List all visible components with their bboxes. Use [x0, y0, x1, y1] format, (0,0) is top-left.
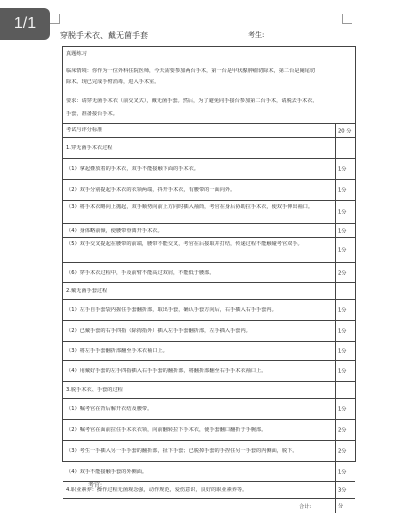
row-score-cell [335, 300, 355, 320]
row-score: 1分 [338, 307, 347, 314]
row-criterion: （2）嘱考官在面前拉住手术衣衣领，向前翻转拉下手术衣，使手套翻口翻折于手腕部。 [66, 427, 267, 433]
row-score: 1分 [338, 368, 347, 375]
table-row [63, 482, 355, 499]
crop-mark-right [342, 14, 352, 24]
table-row [63, 180, 355, 201]
row-score-cell [335, 361, 355, 381]
scenario-block [63, 47, 355, 124]
total-label: 合计: [299, 504, 312, 510]
table-row [63, 441, 355, 462]
table-row [63, 201, 355, 224]
table-row [63, 159, 355, 180]
row-score-cell [335, 399, 355, 419]
row-score-cell [335, 283, 355, 299]
row-score-cell [335, 159, 355, 179]
row-score: 2分 [338, 270, 347, 276]
row-criterion: （1）嘱考官在背后解开衣结及腰带。 [66, 406, 153, 412]
row-score: 分 [338, 503, 344, 510]
row-score-cell [335, 499, 355, 513]
row-score-cell [335, 224, 355, 237]
row-criterion: （4）用戴好手套的左手四指插入右手手套的翻折部，将翻折部翻至右手手术衣袖口上。 [66, 368, 267, 374]
table-row [63, 138, 355, 159]
table-row [63, 361, 355, 382]
table-row [63, 321, 355, 342]
row-score: 1分 [338, 469, 347, 475]
table-row [63, 382, 355, 399]
row-score: 1分 [338, 406, 347, 413]
row-score-cell [335, 180, 355, 200]
row-score: 2分 [338, 427, 347, 434]
table-row [63, 283, 355, 300]
scenario-line: 手套，准备接台手术。 [66, 111, 118, 117]
table-row [63, 462, 355, 482]
row-criterion: （3）考生一手插入另一手手套的翻折部，扯下手套；已脱掉手套的手捏住另一手套的内侧面，脱下。 [66, 448, 298, 454]
scenario-line: 临床情境：你作为一位外科住院医师，今天需要参加两台手术，第一台是甲状腺肿瘤切除术，第二台是阑尾切 [66, 68, 316, 74]
scenario-line: 除术。现已完成手臂消毒，进入手术室。 [66, 79, 160, 85]
row-score: 1分 [338, 228, 347, 234]
crop-mark-left [50, 14, 60, 24]
row-score-cell [335, 482, 355, 498]
scoring-table [63, 124, 355, 510]
row-criterion: （5）双手交叉提起在腰带的前端，腰带不能交叉，考官在后接取并打结，传递过程不能触碰考官双手。 [66, 241, 303, 247]
row-score-cell [335, 263, 355, 282]
row-criterion: （2）双手分别提起手术衣的衣领两端，抖开手术衣，有腰带的一面向外。 [66, 187, 236, 193]
row-score-cell [335, 462, 355, 481]
row-criterion: （6）穿手术衣过程中，手及前臂不能高过双肩，不能低于腰部。 [66, 270, 215, 276]
row-score-cell [335, 420, 355, 440]
row-score-cell [335, 441, 355, 461]
scoring-sheet [62, 46, 356, 510]
row-score-cell [335, 238, 355, 262]
table-row [63, 499, 355, 513]
row-score-cell [335, 321, 355, 341]
row-criterion: 3.脱手术衣、手套的过程 [66, 387, 123, 393]
table-row [63, 263, 355, 283]
row-criterion: （1）拿起叠放着的手术衣，双手不能接触下面的手术衣。 [66, 166, 199, 172]
table-row [63, 399, 355, 420]
table-row [63, 238, 355, 263]
row-score: 1分 [338, 247, 347, 254]
scenario-line: 要求：请穿无菌手术衣（前交叉式），戴无菌手套。然后，为了避免同手接台参加第二台手术，请脱去手术衣、 [66, 98, 318, 104]
row-criterion: 4.职业素养：操作过程无菌观念强，动作规范，爱伤意识，良好的职业素养等。 [66, 487, 248, 493]
table-row [63, 300, 355, 321]
row-score: 2分 [338, 448, 347, 455]
row-criterion: 2.戴无菌手套过程 [66, 288, 108, 294]
table-header-label: 考试与评分标准 [66, 127, 103, 133]
page-counter-text: 1/1 [13, 15, 37, 32]
row-criterion: （1）左手自手套袋内握住手套翻折部，取出手套，确认手套方向后，右手插入右手手套内。 [66, 307, 277, 313]
row-score: 1分 [338, 166, 347, 173]
page-counter [0, 8, 50, 40]
table-row [63, 224, 355, 238]
row-criterion: （4）身体略前倾，使腰带垂离开手术衣。 [66, 228, 163, 234]
row-score: 1分 [338, 187, 347, 194]
row-score: 3分 [338, 487, 347, 494]
row-score-cell [335, 138, 355, 158]
document-title: 穿脱手术衣、戴无菌手套 [60, 31, 148, 40]
row-score-cell [335, 342, 355, 360]
row-criterion: （3）将手术衣略向上抛起，双手顺势向前上方同时插入袖筒，考官在身后协助拉手术衣，使双手伸出袖口。 [66, 204, 314, 210]
scenario-heading: 真题练习 [66, 51, 87, 57]
row-criterion: （4）双手不能接触手套的外侧面。 [66, 469, 148, 475]
row-score-cell [335, 382, 355, 398]
row-criterion: （3）将左手手套翻折部翻至手术衣袖口上。 [66, 348, 168, 354]
row-score-cell [335, 201, 355, 223]
row-criterion: （2）已戴手套的右手四指（除拇指外）插入左手手套翻折部，左手插入手套内。 [66, 328, 251, 334]
examiner-label: 考官: [88, 482, 103, 489]
examinee-label: 考生: [248, 31, 265, 39]
row-criterion: 1.穿无菌手术衣过程 [66, 145, 113, 151]
row-score: 1分 [338, 328, 347, 335]
table-header-score-cell [335, 124, 355, 137]
table-header-score: 20 分 [338, 128, 352, 134]
row-score: 1分 [338, 348, 347, 355]
table-header-row [63, 124, 355, 138]
table-row [63, 420, 355, 441]
table-row [63, 342, 355, 361]
row-score: 1分 [338, 209, 347, 216]
